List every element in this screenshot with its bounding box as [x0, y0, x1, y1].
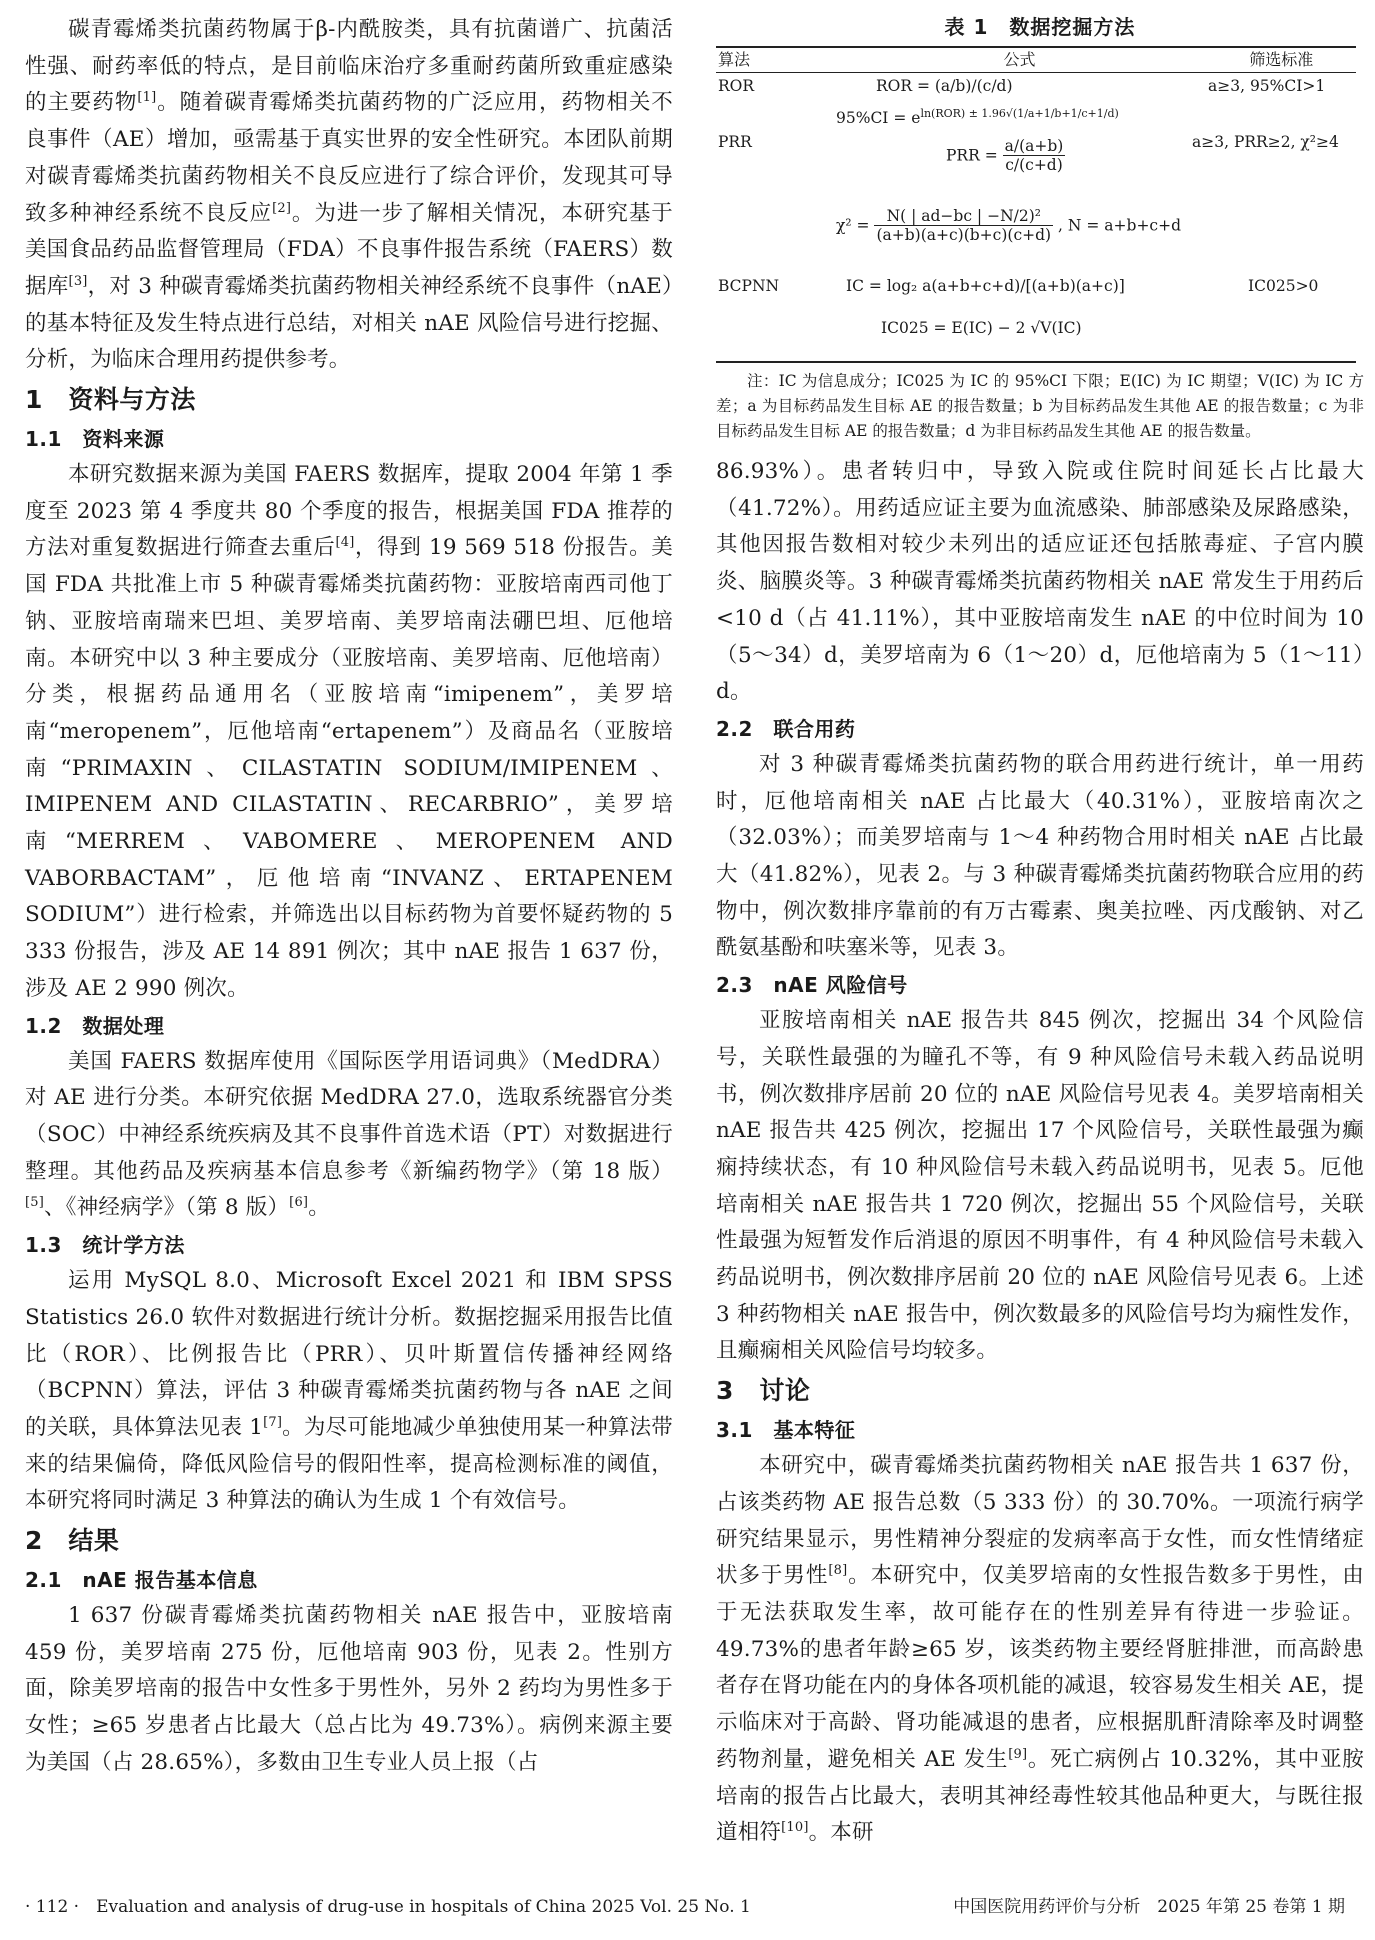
- citation[interactable]: [6]: [289, 1195, 309, 1211]
- section-heading-methods: 1 资料与方法: [25, 385, 196, 415]
- page-footer-left: · 112 · Evaluation and analysis of drug-use in hospitals of China 2025 Vol. 25 No. 1: [25, 1897, 751, 1917]
- section-heading-results: 2 结果: [25, 1526, 120, 1556]
- paragraph-1-3: 运用 MySQL 8.0、Microsoft Excel 2021 和 IBM SPSS Statistics 26.0 软件对数据进行统计分析。数据挖掘采用报告比值比（ROR）、比例报告比（PRR）、贝叶斯置信传播神经网络（BCPNN）算法，评估 3 种碳青霉烯类抗菌药物与各 nAE 之间的关联，具体算法见表 1[7]。为尽可能地减少单独使用某一种算法带来的结果偏倚，降低风险信号的假阳性率，提高检测标准的阈值，本研究将同时满足 3 种算法的确认为生成 1 个有效信号。: [25, 1268, 673, 1514]
- citation[interactable]: [5]: [25, 1195, 45, 1211]
- subsection-heading-1-3: 1.3 统计学方法: [25, 1233, 185, 1258]
- table-cell-ror-formula: ROR = (a/b)/(c/d): [876, 77, 1013, 95]
- table-header-criteria: 筛选标准: [1249, 50, 1314, 69]
- subsection-heading-2-1: 2.1 nAE 报告基本信息: [25, 1568, 258, 1593]
- citation[interactable]: [9]: [1008, 1746, 1028, 1762]
- paragraph-2-3: 亚胺培南相关 nAE 报告共 845 例次，挖掘出 34 个风险信号，关联性最强的为瞳孔不等，有 9 种风险信号未载入药品说明书，例次数排序居前 20 位的 nAE 风险信号见表 4。美罗培南相关 nAE 报告共 425 例次，挖掘出 17 个风险信号，关联性最强为癫痫持续状态，有 10 种风险信号未载入药品说明书，见表 5。厄他培南相关 nAE 报告共 1 720 例次，挖掘出 55 个风险信号，关联性最强为短暂发作后消退的原因不明事件，有 4 种风险信号未载入药品说明书，例次数排序居前 20 位的 nAE 风险信号见表 6。上述 3 种药物相关 nAE 报告中，例次数最多的风险信号均为痫性发作，且癫痫相关风险信号均较多。: [716, 1008, 1364, 1364]
- table-body: [716, 73, 1356, 361]
- table-header-algorithm: 算法: [718, 50, 751, 69]
- table-header-formula: 公式: [1003, 50, 1036, 69]
- table-header-row: [716, 48, 1356, 73]
- table-note: 注：IC 为信息成分；IC025 为 IC 的 95%CI 下限；E(IC) 为 IC 期望；V(IC) 为 IC 方差；a 为目标药品发生目标 AE 的报告数量；b 为目标药品发生其他 AE 的报告数量；c 为非目标药品发生目标 AE 的报告数量；d 为非目标药品发生其他 AE 的报告数量。: [716, 372, 1364, 440]
- citation[interactable]: [4]: [335, 535, 355, 551]
- table-cell-bcpnn-criteria: IC025>0: [1248, 277, 1319, 295]
- citation[interactable]: [1]: [137, 90, 157, 106]
- table-grid: [716, 46, 1356, 363]
- table-cell-prr-label: PRR: [718, 133, 752, 151]
- table-cell-ror-label: ROR: [718, 77, 755, 95]
- subsection-heading-2-3: 2.3 nAE 风险信号: [716, 973, 908, 998]
- section-heading-discussion: 3 讨论: [716, 1376, 811, 1406]
- table-cell-ic025-formula: IC025 = E(IC) − 2 √V(IC): [881, 319, 1082, 337]
- table-cell-chi-formula: χ² = $\frac{\text{N( | ad−bc | −N/2)²}}{(a+b)(a+c)(b+c)(c+d)}$ , N = a+b+c+d: [836, 207, 1182, 244]
- table-cell-ror-criteria: a≥3, 95%CI>1: [1208, 77, 1326, 95]
- citation[interactable]: [3]: [68, 273, 88, 289]
- table-cell-prr-criteria: a≥3, PRR≥2, χ²≥4: [1192, 133, 1339, 151]
- paragraph-2-2: 对 3 种碳青霉烯类抗菌药物的联合用药进行统计，单一用药时，厄他培南相关 nAE 占比最大（40.31%），亚胺培南次之（32.03%）；而美罗培南与 1～4 种药物合用时相关 nAE 占比最大（41.82%），见表 2。与 3 种碳青霉烯类抗菌药物联合应用的药物中，例次数排序靠前的有万古霉素、奥美拉唑、丙戊酸钠、对乙酰氨基酚和呋塞米等，见表 3。: [716, 751, 1364, 961]
- right-column: [716, 12, 1364, 1852]
- subsection-heading-3-1: 3.1 基本特征: [716, 1418, 856, 1443]
- left-column: [25, 12, 673, 1782]
- table-cell-prr-formula: PRR = $\frac{a/(a+b)}{c/(c+d)}$: [946, 137, 1064, 174]
- table-cell-bcpnn-formula: IC = log₂ a(a+b+c+d)/[(a+b)(a+c)]: [846, 277, 1125, 295]
- paragraph-3-1: 本研究中，碳青霉烯类抗菌药物相关 nAE 报告共 1 637 份，占该类药物 AE 报告总数（5 333 份）的 30.70%。一项流行病学研究结果显示，男性精神分裂症的发病率高于女性，而女性情绪症状多于男性[8]。本研究中，仅美罗培南的女性报告数多于男性，由于无法获取发生率，故可能存在的性别差异有待进一步验证。49.73%的患者年龄≥65 岁，该类药物主要经肾脏排泄，而高龄患者存在肾功能在内的身体各项机能的减退，较容易发生相关 AE，提示临床对于高龄、肾功能减退的患者，应根据肌酐清除率及时调整药物剂量，避免相关 AE 发生[9]。死亡病例占 10.32%，其中亚胺培南的报告占比最大，表明其神经毒性较其他品种更大，与既往报道相符[10]。本研: [716, 1453, 1364, 1846]
- intro-paragraph: 碳青霉烯类抗菌药物属于β-内酰胺类，具有抗菌谱广、抗菌活性强、耐药率低的特点，是目前临床治疗多重耐药菌所致重症感染的主要药物[1]。随着碳青霉烯类抗菌药物的广泛应用，药物相关不良事件（AE）增加，亟需基于真实世界的安全性研究。本团队前期对碳青霉烯类抗菌药物相关不良反应进行了综合评价，发现其可导致多种神经系统不良反应[2]。为进一步了解相关情况，本研究基于美国食品药品监督管理局（FDA）不良事件报告系统（FAERS）数据库[3]，对 3 种碳青霉烯类抗菌药物相关神经系统不良事件（nAE）的基本特征及发生特点进行总结，对相关 nAE 风险信号进行挖掘、分析，为临床合理用药提供参考。: [25, 17, 674, 373]
- subsection-heading-2-2: 2.2 联合用药: [716, 716, 856, 741]
- subsection-heading-1-2: 1.2 数据处理: [25, 1013, 165, 1038]
- subsection-heading-1-1: 1.1 资料来源: [25, 427, 165, 452]
- table-cell-bcpnn-label: BCPNN: [718, 277, 780, 295]
- citation[interactable]: [2]: [272, 200, 292, 216]
- table-1: [716, 12, 1364, 444]
- paragraph-1-1: 本研究数据来源为美国 FAERS 数据库，提取 2004 年第 1 季度至 2023 第 4 季度共 80 个季度的报告，根据美国 FDA 推荐的方法对重复数据进行筛查去重后[4]，得到 19 569 518 份报告。美国 FDA 共批准上市 5 种碳青霉烯类抗菌药物：亚胺培南西司他丁钠、亚胺培南瑞来巴坦、美罗培南、美罗培南法硼巴坦、厄他培南。本研究中以 3 种主要成分（亚胺培南、美罗培南、厄他培南）分类，根据药品通用名（亚胺培南“imipenem”，美罗培南“meropenem”，厄他培南“ertapenem”）及商品名（亚胺培南“PRIMAXIN、CILASTATIN SODIUM/IMIPENEM、IMIPENEM AND CILASTATIN、RECARBRIO”，美罗培南“MERREM、VABOMERE、MEROPENEM AND VABORBACTAM”，厄他培南“INVANZ、ERTAPENEM SODIUM”）进行检索，并筛选出以目标药物为首要怀疑药物的 5 333 份报告，涉及 AE 14 891 例次；其中 nAE 报告 1 637 份，涉及 AE 2 990 例次。: [25, 462, 673, 1001]
- citation[interactable]: [10]: [781, 1820, 809, 1836]
- page-footer-right: 中国医院用药评价与分析 2025 年第 25 卷第 1 期: [953, 1897, 1345, 1917]
- paragraph-2-1-continued: 86.93%）。患者转归中，导致入院或住院时间延长占比最大（41.72%）。用药适应证主要为血流感染、肺部感染及尿路感染，其他因报告数相对较少未列出的适应证还包括脓毒症、子宫内膜炎、脑膜炎等。3 种碳青霉烯类抗菌药物相关 nAE 常发生于用药后<10 d（占 41.11%），其中亚胺培南发生 nAE 的中位时间为 10（5～34）d，美罗培南为 6（1～20）d，厄他培南为 5（1～11）d。: [716, 459, 1364, 705]
- paragraph-1-2: 美国 FAERS 数据库使用《国际医学用语词典》（MedDRA）对 AE 进行分类。本研究依据 MedDRA 27.0，选取系统器官分类（SOC）中神经系统疾病及其不良事件首选术语（PT）对数据进行整理。其他药品及疾病基本信息参考《新编药物学》（第 18 版）[5]、《神经病学》（第 8 版）[6]。: [25, 1048, 673, 1221]
- citation[interactable]: [8]: [828, 1563, 848, 1579]
- table-title: 表 1 数据挖掘方法: [944, 15, 1136, 39]
- citation[interactable]: [7]: [263, 1414, 283, 1430]
- table-cell-ror-ci: $95\%CI = e^{ln(ROR) \pm 1.96√(1/a+1/b+1/c+1/d)}$: [836, 107, 1119, 128]
- paragraph-2-1: 1 637 份碳青霉烯类抗菌药物相关 nAE 报告中，亚胺培南 459 份，美罗培南 275 份，厄他培南 903 份，见表 2。性别方面，除美罗培南的报告中女性多于男性外，另外 2 药均为男性多于女性；≥65 岁患者占比最大（总占比为 49.73%）。病例来源主要为美国（占 28.65%），多数由卫生专业人员上报（占: [25, 1603, 673, 1775]
